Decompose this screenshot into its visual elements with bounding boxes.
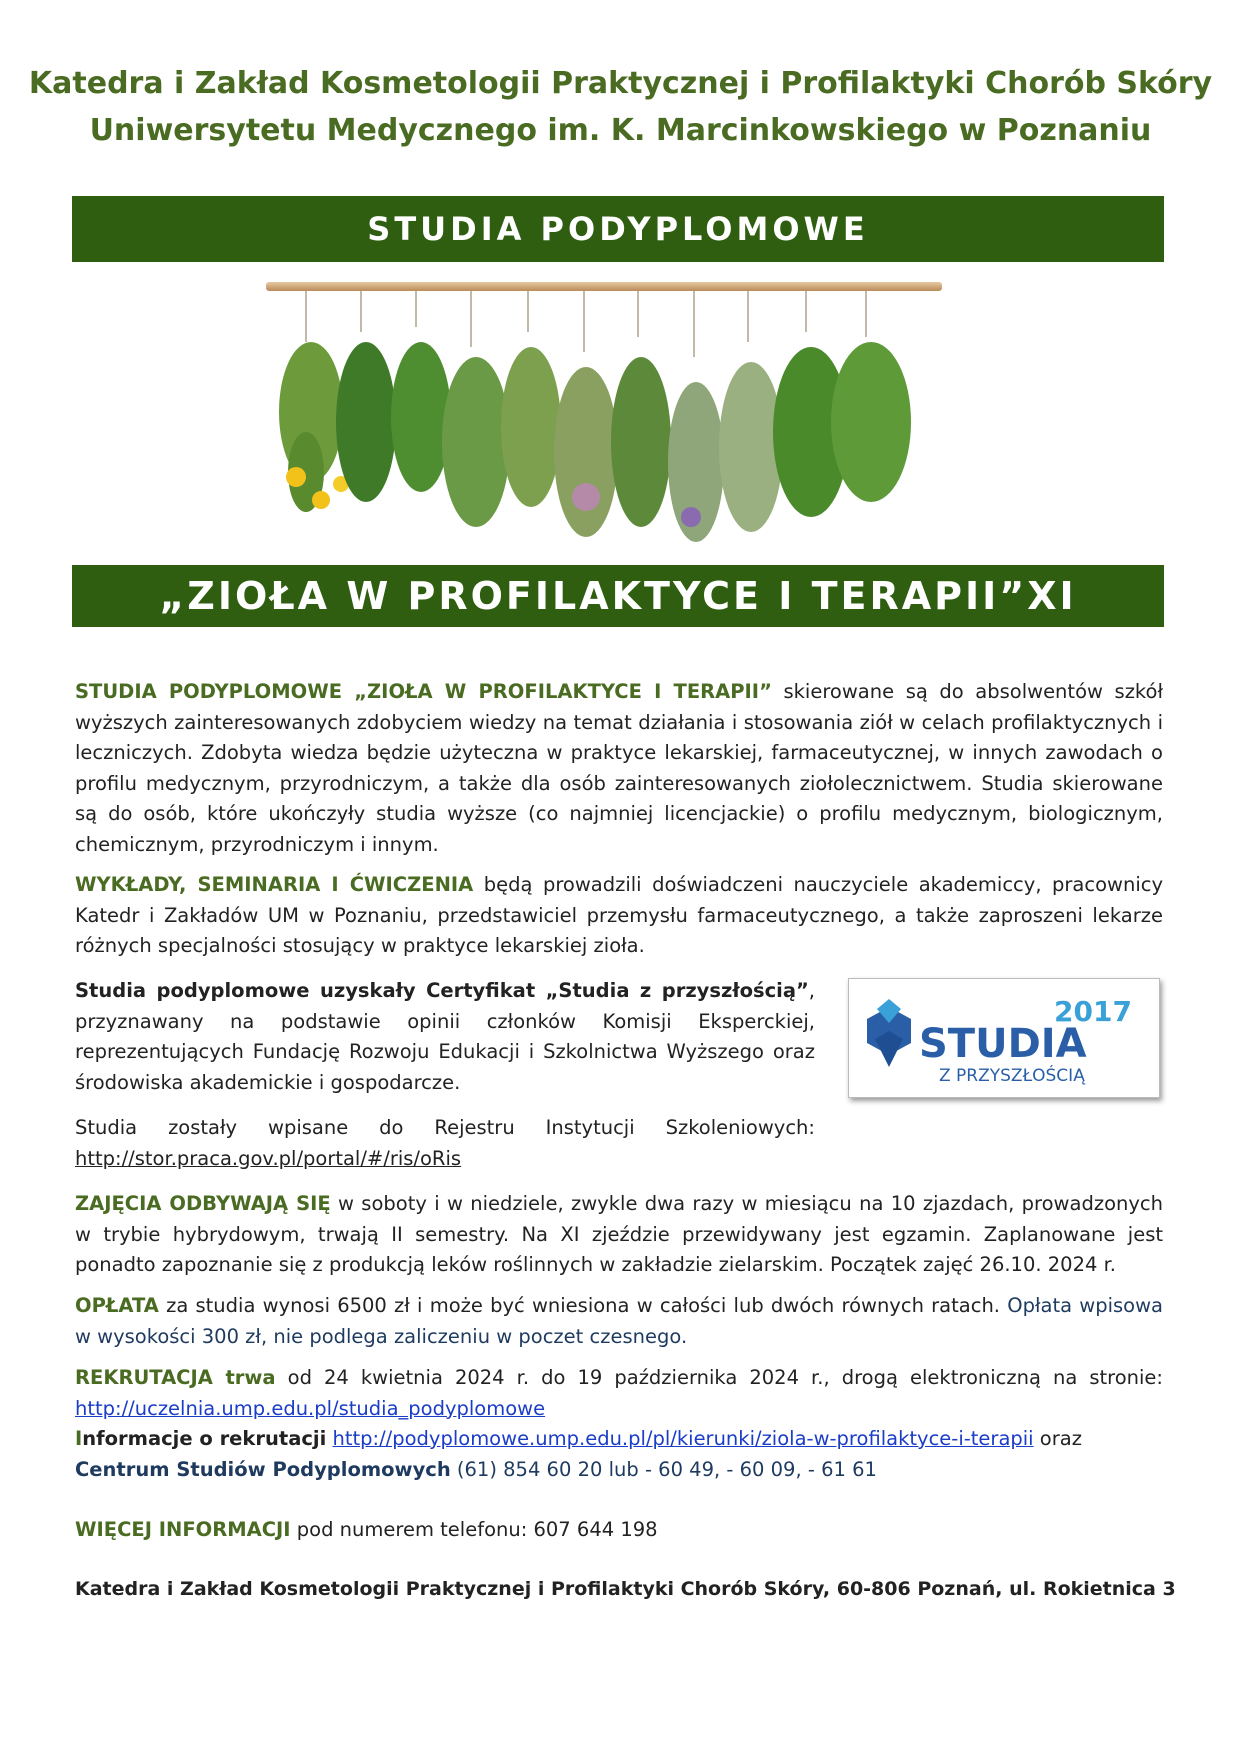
certificate-text: , przyznawany na podstawie opinii członków Komisji Eksperckiej, reprezentujących Fundację Rozwoju Edukacji i Szkolnictwa Wyższego oraz środowiska akademickie i gospodarcze. — [75, 979, 815, 1094]
footer-address: Katedra i Zakład Kosmetologii Praktycznej i Profilaktyki Chorób Skóry, 60-806 Poznań, ul. Rokietnica 3 — [75, 1578, 1176, 1600]
fee-lead: OPŁATA — [75, 1294, 159, 1317]
registry-link[interactable]: http://stor.praca.gov.pl/portal/#/ris/oRis — [75, 1146, 462, 1170]
lectures-lead: WYKŁADY, SEMINARIA I ĆWICZENIA — [75, 873, 474, 896]
header-line-1: Katedra i Zakład Kosmetologii Praktycznej i Profilaktyki Chorób Skóry — [28, 66, 1213, 101]
more-info-lead: WIĘCEJ INFORMACJI — [75, 1518, 291, 1541]
centrum-phones: (61) 854 60 20 lub - 60 49, - 60 09, - 61 61 — [450, 1457, 877, 1481]
info-oraz: oraz — [1033, 1427, 1082, 1450]
studia-z-przyszloscia-icon — [849, 979, 1159, 1097]
fee-extra: Opłata wpisowa w wysokości 300 zł, nie podlega zaliczeniu w poczet czesnego. — [75, 1294, 1164, 1348]
paragraph-registry — [75, 1113, 815, 1174]
banner-studia-podyplomowe: STUDIA PODYPLOMOWE — [72, 196, 1164, 262]
lectures-text: będą prowadzili doświadczeni nauczyciele akademiccy, pracownicy Katedr i Zakładów UM w Poznaniu, przedstawiciel przemysłu farmaceutycznego, a także zaproszeni lekarze różnych specjalności stosujący w praktyce lekarskiej zioła. — [75, 873, 1163, 957]
info-link[interactable]: http://podyplomowe.ump.edu.pl/pl/kierunki/ziola-w-profilaktyce-i-terapii — [332, 1427, 1034, 1450]
banner-title: „ZIOŁA W PROFILAKTYCE I TERAPII”XI EDYCJA — [72, 565, 1164, 627]
certificate-word: STUDIA — [919, 1021, 1087, 1067]
paragraph-info — [75, 1424, 1163, 1485]
paragraph-fee — [75, 1291, 1163, 1352]
info-lead-initial: I — [75, 1427, 83, 1450]
paragraph-classes — [75, 1189, 1163, 1281]
info-lead: nformacje o rekrutacji — [82, 1427, 327, 1450]
intro-text: skierowane są do absolwentów szkół wyższych zainteresowanych zdobyciem wiedzy na temat działania i stosowania ziół w celach profilaktycznych i leczniczych. Zdobyta wiedza będzie użyteczna w praktyce lekarskiej, farmaceutycznej, w innych zawodach o profilu medycznym, przyrodniczym, a także dla osób zainteresowanych ziołolecznictwem. Studia skierowane są do osób, które ukończyły studia wyższe (co najmniej licencjackie) o profilu medycznym, biologicznym, chemicznym, przyrodniczym i innym. — [75, 680, 1163, 856]
recruitment-link[interactable]: http://uczelnia.ump.edu.pl/studia_podyplomowe — [75, 1396, 546, 1420]
paragraph-lectures — [75, 870, 1163, 962]
recruitment-lead: REKRUTACJA trwa — [75, 1366, 276, 1389]
recruitment-text: od 24 kwietnia 2024 r. do 19 października 2024 r., drogą elektroniczną na stronie: — [275, 1366, 1163, 1389]
paragraph-more-info — [75, 1515, 1163, 1546]
paragraph-recruitment — [75, 1363, 1163, 1424]
certificate-sub: Z PRZYSZŁOŚCIĄ — [939, 1066, 1085, 1086]
certificate-year: 2017 — [1054, 995, 1132, 1028]
fee-text: za studia wynosi 6500 zł i może być wniesiona w całości lub dwóch równych ratach. — [158, 1294, 1008, 1317]
registry-text: Studia zostały wpisane do Rejestru Instytucji Szkoleniowych: — [75, 1116, 815, 1139]
hanging-herbs-image — [266, 272, 942, 562]
centrum-label: Centrum Studiów Podyplomowych — [75, 1457, 451, 1481]
more-info-text: pod numerem telefonu: 607 644 198 — [290, 1518, 658, 1541]
classes-lead: ZAJĘCIA ODBYWAJĄ SIĘ — [75, 1192, 331, 1215]
intro-lead: STUDIA PODYPLOMOWE „ZIOŁA W PROFILAKTYCE I TERAPII” — [75, 680, 772, 703]
paragraph-intro — [75, 677, 1163, 860]
certificate-logo — [848, 978, 1160, 1098]
paragraph-certificate — [75, 976, 815, 1098]
classes-text: w soboty i w niedziele, zwykle dwa razy w miesiącu na 10 zjazdach, prowadzonych w trybie hybrydowym, trwają II semestry. Na XI zjeździe przewidywany jest egzamin. Zaplanowane jest ponadto zapoznanie się z produkcją leków roślinnych w zakładzie zielarskim. Początek zajęć 26.10. 2024 r. — [75, 1192, 1163, 1276]
header-line-2: Uniwersytetu Medycznego im. K. Marcinkowskiego w Poznaniu — [89, 113, 1152, 148]
certificate-lead: Studia podyplomowe uzyskały Certyfikat „Studia z przyszłością” — [75, 979, 809, 1002]
page-header — [0, 60, 1241, 154]
